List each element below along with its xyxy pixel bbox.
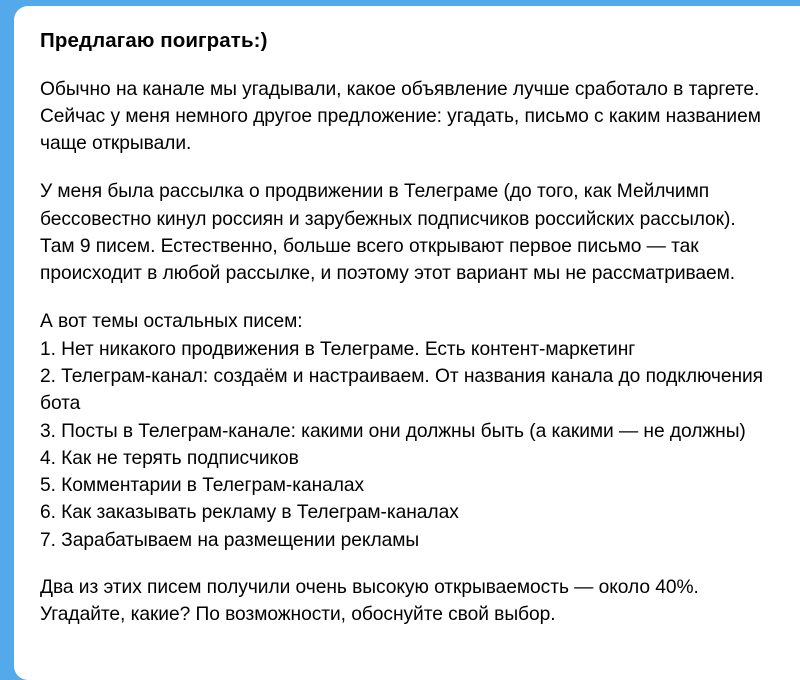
message-title: Предлагаю поиграть:) [40, 29, 268, 52]
list-item: 7. Зарабатываем на размещении рекламы [40, 529, 420, 551]
list-intro: А вот темы остальных писем: [40, 311, 303, 333]
message-paragraph-1: Обычно на канале мы угадывали, какое объявление лучше сработало в таргете. Сейчас у меня немного другое предложение: угадать, письмо с каким названием чаще открывали. [40, 78, 761, 155]
message-closing: Два из этих писем получили очень высокую открываемость — около 40%. Угадайте, какие? По возможности, обоснуйте свой выбор. [40, 576, 699, 626]
list-item: 2. Телеграм-канал: создаём и настраиваем. От названия канала до подключения бота [40, 366, 764, 415]
list-item: 1. Нет никакого продвижения в Телеграме. Есть контент-маркетинг [40, 338, 636, 360]
message-paragraph-2: У меня была рассылка о продвижении в Телеграме (до того, как Мейлчимп бессовестно кинул россиян и зарубежных подписчиков российских рассылок). Там 9 писем. Естественно, больше всего открывают первое письмо — так происходит в любой рассылке, и поэтому этот вариант мы не рассматриваем. [40, 181, 736, 285]
list-item: 4. Как не терять подписчиков [40, 447, 299, 469]
message-bubble [14, 6, 800, 680]
list-item: 6. Как заказывать рекламу в Телеграм-каналах [40, 502, 459, 524]
list-item: 5. Комментарии в Телеграм-каналах [40, 475, 365, 497]
list-item: 3. Посты в Телеграм-канале: какими они должны быть (а какими — не должны) [40, 420, 746, 442]
email-topics-list [40, 308, 774, 553]
